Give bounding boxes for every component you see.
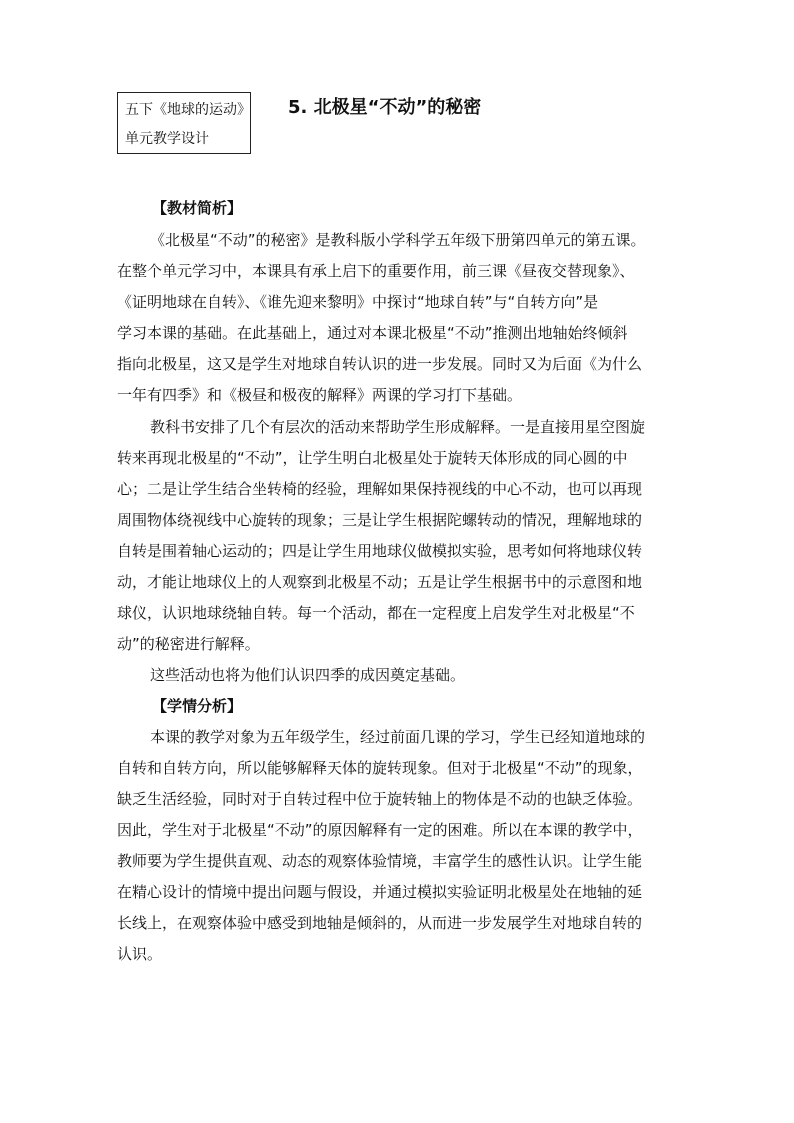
lesson-title: 5. 北极星“不动”的秘密 xyxy=(288,97,482,118)
paragraph-line: 《北极星“不动”的秘密》是教科版小学科学五年级下册第四单元的第五课。 xyxy=(150,231,646,249)
paragraph-line: 教师要为学生提供直观、动态的观察体验情境，丰富学生的感性认识。让学生能 xyxy=(117,852,643,870)
paragraph-line: 这些活动也将为他们认识四季的成因奠定基础。 xyxy=(150,666,466,684)
paragraph-line: 自转和自转方向，所以能够解释天体的旋转现象。但对于北极星“不动”的现象， xyxy=(117,759,643,777)
paragraph-line: 动，才能让地球仪上的人观察到北极星不动；五是让学生根据书中的示意图和地 xyxy=(117,573,643,591)
paragraph-line: 动”的秘密进行解释。 xyxy=(117,635,260,653)
paragraph-line: 长线上，在观察体验中感受到地轴是倾斜的，从而进一步发展学生对地球自转的 xyxy=(117,914,643,932)
paragraph-line: 自转是围着轴心运动的；四是让学生用地球仪做模拟实验，思考如何将地球仪转 xyxy=(117,542,643,560)
unit-subtitle: 单元教学设计 xyxy=(125,131,209,147)
paragraph-line: 教科书安排了几个有层次的活动来帮助学生形成解释。一是直接用星空图旋 xyxy=(150,418,646,436)
paragraph-line: 在整个单元学习中，本课具有承上启下的重要作用，前三课《昼夜交替现象》、 xyxy=(117,262,635,280)
paragraph-line: 《证明地球在自转》、《谁先迎来黎明》中探讨“地球自转”与“自转方向”是 xyxy=(117,293,599,311)
paragraph-line: 学习本课的基础。在此基础上，通过对本课北极星“不动”推测出地轴始终倾斜 xyxy=(117,324,628,342)
paragraph-line: 球仪，认识地球绕轴自转。每一个活动，都在一定程度上启发学生对北极星“不 xyxy=(117,604,635,622)
paragraph-line: 周围物体绕视线中心旋转的现象；三是让学生根据陀螺转动的情况，理解地球的 xyxy=(117,511,643,529)
paragraph-line: 本课的教学对象为五年级学生，经过前面几课的学习，学生已经知道地球的 xyxy=(150,728,646,746)
paragraph-line: 缺乏生活经验，同时对于自转过程中位于旋转轴上的物体是不动的也缺乏体验。 xyxy=(117,790,643,808)
paragraph-line: 认识。 xyxy=(117,945,163,963)
section-heading-students: 【学情分析】 xyxy=(152,697,243,715)
paragraph-line: 指向北极星，这又是学生对地球自转认识的进一步发展。同时又为后面《为什么 xyxy=(117,355,643,373)
unit-title: 五下《地球的运动》 xyxy=(125,102,251,118)
paragraph-line: 因此，学生对于北极星“不动”的原因解释有一定的困难。所以在本课的教学中， xyxy=(117,821,643,839)
unit-label-box xyxy=(117,92,251,154)
section-heading-materials: 【教材简析】 xyxy=(152,199,243,217)
paragraph-line: 转来再现北极星的“不动”，让学生明白北极星处于旋转天体形成的同心圆的中 xyxy=(117,449,628,467)
paragraph-line: 在精心设计的情境中提出问题与假设，并通过模拟实验证明北极星处在地轴的延 xyxy=(117,883,643,901)
paragraph-line: 心；二是让学生结合坐转椅的经验，理解如果保持视线的中心不动，也可以再现 xyxy=(117,480,643,498)
paragraph-line: 一年有四季》和《极昼和极夜的解释》两课的学习打下基础。 xyxy=(117,386,523,404)
